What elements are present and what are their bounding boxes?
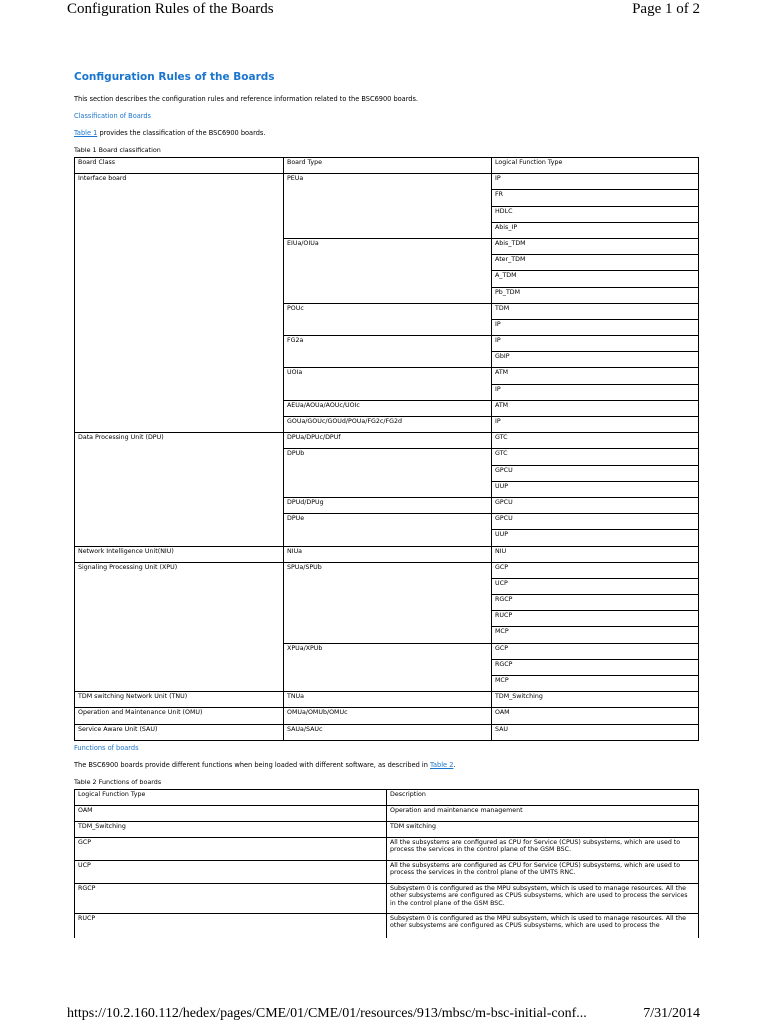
- function-type-cell: GPCU: [492, 497, 699, 513]
- function-type-cell: GCP: [492, 562, 699, 578]
- function-type-cell: IP: [492, 417, 699, 433]
- board-type-cell: DPUd/DPUg: [284, 497, 492, 513]
- description-cell: Subsystem 0 is configured as the MPU subsystem, which is used to manage resources. All the other subsystems are configured as CPUS subsystems, which are used to process the services in the control plane of the GSM BSC.: [387, 884, 699, 914]
- function-type-cell: IP: [492, 174, 699, 190]
- function-type-cell: UCP: [75, 861, 387, 884]
- function-type-cell: IP: [492, 384, 699, 400]
- board-class-cell: Interface board: [75, 174, 284, 433]
- board-class-cell: Network Intelligence Unit(NIU): [75, 546, 284, 562]
- board-type-cell: XPUa/XPUb: [284, 643, 492, 692]
- function-type-cell: ATM: [492, 368, 699, 384]
- function-type-cell: MCP: [492, 627, 699, 643]
- board-type-cell: NIUa: [284, 546, 492, 562]
- function-type-cell: TDM_Switching: [492, 692, 699, 708]
- table1-link[interactable]: Table 1: [74, 129, 98, 137]
- column-header: Description: [387, 790, 699, 806]
- board-class-cell: Operation and Maintenance Unit (OMU): [75, 708, 284, 724]
- function-type-cell: UUP: [492, 530, 699, 546]
- table-row: [75, 562, 699, 578]
- function-type-cell: IP: [492, 319, 699, 335]
- intro-paragraph: This section describes the configuration rules and reference information related to the BSC6900 boards.: [74, 95, 419, 103]
- function-type-cell: RGCP: [492, 595, 699, 611]
- board-type-cell: SAUa/SAUc: [284, 724, 492, 740]
- column-header: Logical Function Type: [75, 790, 387, 806]
- function-type-cell: Ater_TDM: [492, 255, 699, 271]
- function-type-cell: GCP: [75, 838, 387, 861]
- function-type-cell: ATM: [492, 400, 699, 416]
- board-functions-table: [74, 789, 699, 938]
- function-type-cell: RUCP: [492, 611, 699, 627]
- board-type-cell: SPUa/SPUb: [284, 562, 492, 643]
- function-type-cell: GTC: [492, 449, 699, 465]
- function-type-cell: UCP: [492, 578, 699, 594]
- table-row: [75, 914, 699, 938]
- function-type-cell: GbIP: [492, 352, 699, 368]
- function-type-cell: UUP: [492, 481, 699, 497]
- board-type-cell: TNUa: [284, 692, 492, 708]
- header-page-number: Page 1 of 2: [632, 1, 700, 17]
- description-cell: TDM switching: [387, 822, 699, 838]
- board-type-cell: POUc: [284, 303, 492, 335]
- board-type-cell: DPUb: [284, 449, 492, 498]
- function-type-cell: Pb_TDM: [492, 287, 699, 303]
- description-cell: All the subsystems are configured as CPU for Service (CPUS) subsystems, which are used to process the services in the control plane of the UMTS RNC.: [387, 861, 699, 884]
- table1-caption: Table 1 Board classification: [74, 146, 161, 154]
- board-type-cell: GOUa/GOUc/GOUd/POUa/FG2c/FG2d: [284, 417, 492, 433]
- page-title: Configuration Rules of the Boards: [74, 71, 275, 83]
- description-cell: All the subsystems are configured as CPU for Service (CPUS) subsystems, which are used to process the services in the control plane of the GSM BSC.: [387, 838, 699, 861]
- footer-date: 7/31/2014: [643, 1006, 700, 1021]
- board-type-cell: AEUa/AOUa/AOUc/UOIc: [284, 400, 492, 416]
- board-class-cell: Service Aware Unit (SAU): [75, 724, 284, 740]
- header-doc-title: Configuration Rules of the Boards: [67, 1, 274, 17]
- table-row: [75, 692, 699, 708]
- description-cell: Operation and maintenance management: [387, 806, 699, 822]
- table-row: [75, 174, 699, 190]
- board-classification-table: [74, 157, 699, 741]
- column-header: Logical Function Type: [492, 158, 699, 174]
- column-header: Board Class: [75, 158, 284, 174]
- table2-link[interactable]: Table 2: [430, 761, 454, 769]
- function-type-cell: Abis_IP: [492, 222, 699, 238]
- function-type-cell: TDM_Switching: [75, 822, 387, 838]
- table-row: [75, 433, 699, 449]
- function-type-cell: IP: [492, 336, 699, 352]
- table2-reference-text: The BSC6900 boards provide different functions when being loaded with different software, as described in: [74, 761, 431, 769]
- function-type-cell: RUCP: [75, 914, 387, 938]
- table2-caption: Table 2 Functions of boards: [74, 778, 162, 786]
- function-type-cell: RGCP: [492, 659, 699, 675]
- table-row: [75, 546, 699, 562]
- function-type-cell: GCP: [492, 643, 699, 659]
- board-class-cell: Signaling Processing Unit (XPU): [75, 562, 284, 692]
- function-type-cell: HDLC: [492, 206, 699, 222]
- table-row: [75, 822, 699, 838]
- function-type-cell: SAU: [492, 724, 699, 740]
- function-type-cell: A_TDM: [492, 271, 699, 287]
- board-type-cell: UOIa: [284, 368, 492, 400]
- table1-reference-text: provides the classification of the BSC6900 boards.: [97, 129, 266, 137]
- table-header-row: [75, 790, 699, 806]
- table-row: [75, 708, 699, 724]
- table-row: [75, 724, 699, 740]
- board-type-cell: OMUa/OMUb/OMUc: [284, 708, 492, 724]
- function-type-cell: OAM: [75, 806, 387, 822]
- table2-reference-end: .: [453, 761, 456, 769]
- section-heading-classification: Classification of Boards: [74, 112, 151, 120]
- table-header-row: [75, 158, 699, 174]
- section-heading-functions: Functions of boards: [74, 744, 139, 752]
- function-type-cell: GPCU: [492, 514, 699, 530]
- board-type-cell: EIUa/OIUa: [284, 238, 492, 303]
- column-header: Board Type: [284, 158, 492, 174]
- board-type-cell: FG2a: [284, 336, 492, 368]
- function-type-cell: Abis_TDM: [492, 238, 699, 254]
- function-type-cell: FR: [492, 190, 699, 206]
- function-type-cell: TDM: [492, 303, 699, 319]
- table-row: [75, 838, 699, 861]
- description-cell: Subsystem 0 is configured as the MPU subsystem, which is used to manage resources. All the other subsystems are configured as CPUS subsystems, which are used to process the: [387, 914, 699, 938]
- function-type-cell: OAM: [492, 708, 699, 724]
- board-type-cell: PEUa: [284, 174, 492, 239]
- board-type-cell: DPUa/DPUc/DPUf: [284, 433, 492, 449]
- board-type-cell: DPUe: [284, 514, 492, 546]
- table-row: [75, 861, 699, 884]
- table-row: [75, 806, 699, 822]
- function-type-cell: NIU: [492, 546, 699, 562]
- function-type-cell: RGCP: [75, 884, 387, 914]
- board-class-cell: TDM switching Network Unit (TNU): [75, 692, 284, 708]
- function-type-cell: GTC: [492, 433, 699, 449]
- footer-url: https://10.2.160.112/hedex/pages/CME/01/CME/01/resources/913/mbsc/m-bsc-initial-conf...: [67, 1006, 587, 1021]
- table-row: [75, 884, 699, 914]
- board-class-cell: Data Processing Unit (DPU): [75, 433, 284, 546]
- function-type-cell: GPCU: [492, 465, 699, 481]
- table2-reference-paragraph: [74, 761, 456, 769]
- function-type-cell: MCP: [492, 676, 699, 692]
- table1-reference-paragraph: [74, 129, 265, 137]
